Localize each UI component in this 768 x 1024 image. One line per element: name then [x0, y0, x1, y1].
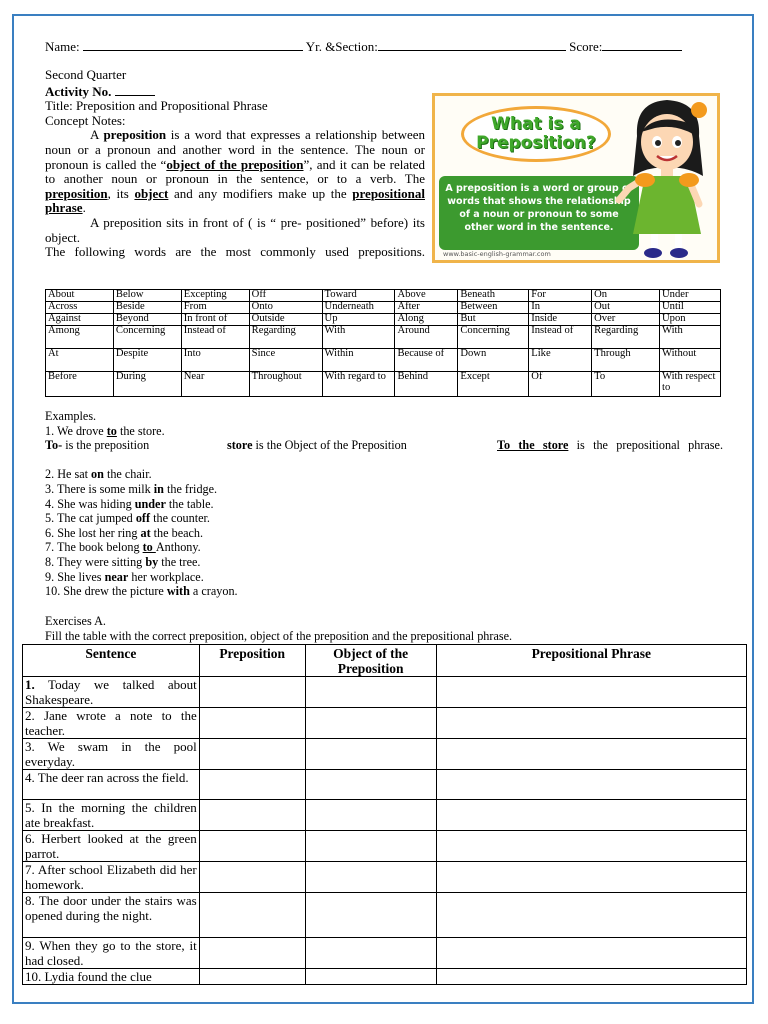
answer-phrase[interactable]: [436, 739, 746, 770]
answer-object[interactable]: [305, 770, 436, 800]
example-1-explanation: [45, 438, 725, 453]
illustration-title: What is a Preposition?: [476, 114, 596, 153]
preposition-cell: To: [592, 372, 660, 397]
answer-object[interactable]: [305, 708, 436, 739]
preposition-cell: Instead of: [181, 326, 249, 349]
prepositions-row: [46, 349, 721, 372]
answer-preposition[interactable]: [199, 800, 305, 831]
example-1-to: To-: [45, 438, 63, 453]
definition-board: [439, 176, 639, 250]
preposition-cell: Concerning: [458, 326, 529, 349]
preposition-cell: Throughout: [249, 372, 322, 397]
term-preposition: preposition: [103, 127, 167, 143]
header-sentence: Sentence: [23, 645, 200, 677]
preposition-cell: Into: [181, 349, 249, 372]
example-preposition: to: [142, 540, 156, 555]
title: Title: Preposition and Propositional Phrase: [45, 98, 268, 114]
exercise-sentence: [23, 831, 200, 862]
exercise-row: [23, 831, 747, 862]
example-text-after: the beach.: [150, 525, 204, 540]
example-text-before: 2. He sat: [45, 467, 92, 482]
example-item: [45, 526, 725, 541]
preposition-cell: With respect to: [660, 372, 721, 397]
example-item: [45, 497, 725, 512]
preposition-cell: Underneath: [322, 302, 395, 314]
score-blank[interactable]: [602, 38, 682, 51]
preposition-cell: At: [46, 349, 114, 372]
preposition-cell: About: [46, 290, 114, 302]
answer-phrase[interactable]: [436, 770, 746, 800]
example-1-store-desc: is the Object of the Preposition: [252, 438, 407, 453]
example-item: [45, 467, 725, 482]
exercise-row: [23, 862, 747, 893]
preposition-cell: Onto: [249, 302, 322, 314]
preposition-cell: Over: [592, 314, 660, 326]
para1-a: A: [90, 127, 104, 143]
example-1-preposition: to: [106, 423, 117, 438]
header-line: [45, 38, 725, 55]
preposition-cell: Upon: [660, 314, 721, 326]
girl-cartoon-icon: [615, 96, 719, 260]
exercise-row: [23, 739, 747, 770]
example-preposition: at: [140, 525, 151, 540]
prepositions-table: [45, 289, 721, 397]
example-text-after: the fridge.: [163, 481, 218, 496]
exercise-header-row: [23, 645, 747, 677]
name-blank[interactable]: [83, 38, 303, 51]
preposition-cell: With: [660, 326, 721, 349]
para3: The following words are the most commonly used prepositions.: [45, 244, 425, 260]
preposition-cell: Down: [458, 349, 529, 372]
para2: A preposition sits in front of ( is “ pre- positioned” before) its object.: [45, 214, 425, 245]
preposition-cell: Without: [660, 349, 721, 372]
preposition-cell: Through: [592, 349, 660, 372]
answer-preposition[interactable]: [199, 770, 305, 800]
exercise-sentence: [23, 893, 200, 938]
exercise-table: [22, 644, 747, 985]
prepositions-row: [46, 372, 721, 397]
term-preposition-2: preposition: [45, 185, 108, 201]
preposition-cell: In: [529, 302, 592, 314]
exercise-number: 1.: [25, 677, 35, 692]
example-text-before: 6. She lost her ring: [45, 525, 141, 540]
example-text-after: a crayon.: [189, 584, 238, 599]
preposition-cell: With regard to: [322, 372, 395, 397]
answer-object[interactable]: [305, 831, 436, 862]
preposition-cell: Before: [46, 372, 114, 397]
term-object: object: [134, 185, 169, 201]
preposition-cell: But: [458, 314, 529, 326]
exercise-row: [23, 893, 747, 938]
preposition-cell: Out: [592, 302, 660, 314]
para1-c: ”, and it can be related to another noun or pronoun in the sentence, or to a verb. The: [45, 156, 426, 187]
quarter: Second Quarter: [45, 67, 127, 82]
answer-phrase[interactable]: [436, 831, 746, 862]
answer-phrase[interactable]: [436, 969, 746, 985]
answer-object[interactable]: [305, 739, 436, 770]
preposition-cell: Beneath: [458, 290, 529, 302]
preposition-cell: During: [113, 372, 181, 397]
exercise-table-body: [23, 677, 747, 985]
header-object: Object of the Preposition: [305, 645, 436, 677]
example-text-before: 3. There is some milk: [45, 481, 154, 496]
answer-phrase[interactable]: [436, 862, 746, 893]
examples-block: [45, 409, 725, 599]
example-preposition: with: [166, 584, 190, 599]
answer-preposition[interactable]: [199, 708, 305, 739]
preposition-cell: Of: [529, 372, 592, 397]
section-blank[interactable]: [378, 38, 566, 51]
preposition-cell: Among: [46, 326, 114, 349]
answer-phrase[interactable]: [436, 800, 746, 831]
example-item: [45, 570, 725, 585]
exercise-row: [23, 770, 747, 800]
preposition-cell: After: [395, 302, 458, 314]
answer-object[interactable]: [305, 969, 436, 985]
answer-preposition[interactable]: [199, 677, 305, 708]
example-1-phrase: To the store: [497, 438, 569, 453]
preposition-cell: Against: [46, 314, 114, 326]
prepositions-row: [46, 290, 721, 302]
score-label: Score:: [569, 39, 603, 54]
example-preposition: off: [135, 511, 151, 526]
preposition-cell: Beside: [113, 302, 181, 314]
exercise-sentence-text: 3. We swam in the pool everyday.: [25, 739, 197, 769]
answer-object[interactable]: [305, 893, 436, 938]
example-preposition: on: [91, 467, 104, 482]
answer-object[interactable]: [305, 677, 436, 708]
preposition-cell: Within: [322, 349, 395, 372]
exercise-sentence: [23, 800, 200, 831]
example-text-after: Anthony.: [155, 540, 201, 555]
section-label: Yr. &Section:: [305, 39, 378, 54]
preposition-cell: Inside: [529, 314, 592, 326]
example-text-after: her workplace.: [128, 569, 204, 584]
answer-preposition[interactable]: [199, 862, 305, 893]
exercise-instruction: Fill the table with the correct preposition, object of the preposition and the prepositional phrase.: [45, 628, 513, 643]
exercise-sentence-text: 4. The deer ran across the field.: [25, 770, 189, 785]
illustration-url: www.basic-english-grammar.com: [443, 250, 551, 258]
preposition-cell: Regarding: [249, 326, 322, 349]
intro-block: [45, 68, 425, 260]
exercise-sentence-text: 6. Herbert looked at the green parrot.: [25, 831, 197, 861]
preposition-cell: Because of: [395, 349, 458, 372]
preposition-cell: Above: [395, 290, 458, 302]
example-preposition: under: [134, 496, 166, 511]
exercise-row: [23, 938, 747, 969]
preposition-cell: From: [181, 302, 249, 314]
preposition-cell: Along: [395, 314, 458, 326]
example-text-before: 5. The cat jumped: [45, 511, 136, 526]
activity-line: [45, 83, 425, 100]
exercise-row: [23, 969, 747, 985]
preposition-cell: Around: [395, 326, 458, 349]
example-text-before: 8. They were sitting: [45, 554, 146, 569]
exercise-sentence-text: 2. Jane wrote a note to the teacher.: [25, 708, 197, 738]
illustration-title-badge: [461, 106, 611, 162]
preposition-cell: Concerning: [113, 326, 181, 349]
answer-object[interactable]: [305, 938, 436, 969]
exercise-sentence: [23, 862, 200, 893]
prepositions-row: [46, 302, 721, 314]
example-1-store: store: [227, 438, 253, 453]
preposition-cell: Except: [458, 372, 529, 397]
answer-preposition[interactable]: [199, 831, 305, 862]
preposition-cell: Regarding: [592, 326, 660, 349]
preposition-cell: Despite: [113, 349, 181, 372]
exercise-sentence-text: 7. After school Elizabeth did her homework.: [25, 862, 197, 892]
preposition-cell: Near: [181, 372, 249, 397]
example-preposition: near: [104, 569, 129, 584]
examples-label: Examples.: [45, 409, 97, 423]
header-preposition: Preposition: [199, 645, 305, 677]
preposition-cell: Instead of: [529, 326, 592, 349]
preposition-cell: Under: [660, 290, 721, 302]
answer-preposition[interactable]: [199, 893, 305, 938]
preposition-illustration: [432, 93, 720, 263]
answer-phrase[interactable]: [436, 938, 746, 969]
example-text-before: 4. She was hiding: [45, 496, 135, 511]
exercise-sentence: [23, 770, 200, 800]
example-preposition: by: [145, 554, 159, 569]
exercise-sentence-text: 9. When they go to the store, it had closed.: [25, 938, 197, 968]
preposition-cell: Outside: [249, 314, 322, 326]
preposition-cell: On: [592, 290, 660, 302]
example-text-after: the counter.: [150, 511, 210, 526]
term-prepositional-phrase: prepositional phrase: [45, 185, 425, 216]
preposition-cell: Off: [249, 290, 322, 302]
exercise-sentence-text: 5. In the morning the children ate breakfast.: [25, 800, 197, 830]
answer-preposition[interactable]: [199, 739, 305, 770]
examples-list: [45, 467, 725, 598]
example-item: [45, 584, 725, 599]
exercise-sentence: [23, 969, 200, 985]
exercise-row: [23, 677, 747, 708]
example-text-before: 10. She drew the picture: [45, 584, 167, 599]
preposition-cell: Up: [322, 314, 395, 326]
preposition-cell: Until: [660, 302, 721, 314]
example-text-before: 9. She lives: [45, 569, 105, 584]
preposition-cell: In front of: [181, 314, 249, 326]
example-1-b: the store.: [116, 423, 165, 438]
answer-object[interactable]: [305, 800, 436, 831]
answer-phrase[interactable]: [436, 677, 746, 708]
answer-preposition[interactable]: [199, 938, 305, 969]
para1-e: and any modifiers make up the: [168, 185, 353, 201]
preposition-cell: Across: [46, 302, 114, 314]
exercise-sentence: [23, 739, 200, 770]
example-1-phrase-desc: is the prepositional phrase.: [576, 438, 723, 453]
example-1-a: 1. We drove: [45, 423, 107, 438]
example-item: [45, 555, 725, 570]
exercise-sentence: [23, 938, 200, 969]
prepositions-row: [46, 314, 721, 326]
example-text-after: the table.: [165, 496, 214, 511]
exercise-label: Exercises A.: [45, 614, 106, 628]
example-text-before: 7. The book belong: [45, 540, 143, 555]
activity-blank[interactable]: [115, 83, 155, 96]
para1-f: .: [82, 200, 86, 216]
concept-paragraph: [45, 128, 425, 216]
exercise-sentence-text: 10. Lydia found the clue: [25, 969, 152, 984]
exercise-sentence-text: 8. The door under the stairs was opened during the night.: [25, 893, 197, 923]
concept-label: Concept Notes:: [45, 112, 126, 128]
activity-label: Activity No.: [45, 83, 112, 99]
exercise-sentence: [23, 677, 200, 708]
exercise-row: [23, 708, 747, 739]
illustration-definition: A preposition is a word or group of words that shows the relationship of a noun or pronoun to some other word in the sentence.: [445, 183, 633, 233]
preposition-cell: Like: [529, 349, 592, 372]
preposition-cell: Excepting: [181, 290, 249, 302]
preposition-cell: Between: [458, 302, 529, 314]
header-phrase: Prepositional Phrase: [436, 645, 746, 677]
example-preposition: in: [153, 481, 164, 496]
preposition-cell: Since: [249, 349, 322, 372]
exercise-sentence-text: Today we talked about Shakespeare.: [25, 677, 197, 707]
term-object-of-preposition: object of the preposition: [166, 156, 304, 172]
example-1-to-desc: is the preposition: [62, 438, 150, 453]
para1-d: , its: [107, 185, 135, 201]
answer-phrase[interactable]: [436, 708, 746, 739]
preposition-cell: Toward: [322, 290, 395, 302]
example-item: [45, 511, 725, 526]
preposition-cell: Behind: [395, 372, 458, 397]
example-text-after: the chair.: [103, 467, 152, 482]
preposition-cell: Below: [113, 290, 181, 302]
example-item: [45, 540, 725, 555]
para1-b: is a word that expresses a relationship between noun or a pronoun and another word in the sentence. The noun or pronoun is called the “: [45, 127, 425, 172]
name-label: Name:: [45, 39, 80, 54]
example-text-after: the tree.: [158, 554, 201, 569]
exercise-heading: [45, 614, 735, 643]
answer-phrase[interactable]: [436, 893, 746, 938]
answer-preposition[interactable]: [199, 969, 305, 985]
exercise-row: [23, 800, 747, 831]
preposition-cell: With: [322, 326, 395, 349]
prepositions-row: [46, 326, 721, 349]
example-1: [45, 424, 725, 439]
preposition-cell: Beyond: [113, 314, 181, 326]
preposition-cell: For: [529, 290, 592, 302]
answer-object[interactable]: [305, 862, 436, 893]
prepositions-table-body: [46, 290, 721, 397]
example-item: [45, 482, 725, 497]
exercise-sentence: [23, 708, 200, 739]
